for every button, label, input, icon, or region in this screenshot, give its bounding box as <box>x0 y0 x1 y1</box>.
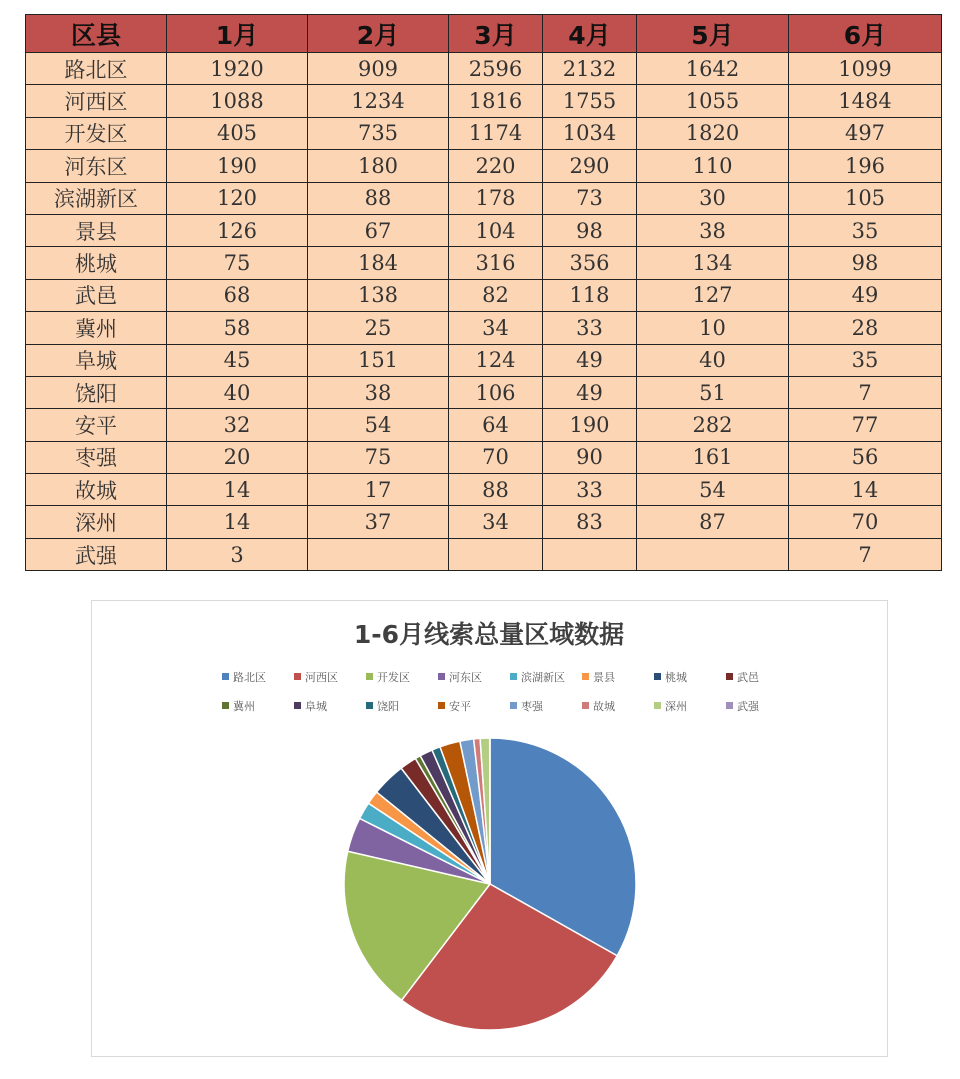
district-cell: 深州 <box>26 506 167 538</box>
district-cell: 景县 <box>26 214 167 246</box>
value-cell: 35 <box>789 214 942 246</box>
value-cell: 49 <box>543 376 637 408</box>
value-cell: 316 <box>449 247 543 279</box>
legend-label: 河西区 <box>305 671 338 684</box>
district-cell: 桃城 <box>26 247 167 279</box>
table-header-row <box>26 15 942 53</box>
legend-label: 故城 <box>593 700 615 713</box>
value-cell: 106 <box>449 376 543 408</box>
value-cell: 82 <box>449 279 543 311</box>
legend-item <box>366 670 410 684</box>
value-cell: 14 <box>167 506 308 538</box>
value-cell: 290 <box>543 150 637 182</box>
value-cell: 25 <box>308 312 449 344</box>
legend-swatch <box>438 673 445 680</box>
value-cell: 184 <box>308 247 449 279</box>
value-cell: 88 <box>449 474 543 506</box>
value-cell: 73 <box>543 182 637 214</box>
column-header: 5月 <box>637 15 789 53</box>
legend-item <box>222 671 266 684</box>
column-header: 2月 <box>308 15 449 53</box>
legend-label: 景县 <box>593 671 615 684</box>
value-cell: 138 <box>308 279 449 311</box>
value-cell: 64 <box>449 409 543 441</box>
legend-item <box>438 699 471 713</box>
value-cell: 180 <box>308 150 449 182</box>
value-cell: 1755 <box>543 85 637 117</box>
legend-item <box>294 671 338 684</box>
value-cell: 49 <box>543 344 637 376</box>
legend-item <box>582 671 615 684</box>
table-row <box>26 117 942 149</box>
legend-swatch <box>654 702 661 709</box>
value-cell: 54 <box>637 474 789 506</box>
value-cell: 356 <box>543 247 637 279</box>
legend-label: 桃城 <box>665 671 687 684</box>
value-cell: 98 <box>789 247 942 279</box>
legend-swatch <box>438 702 445 709</box>
value-cell: 1820 <box>637 117 789 149</box>
value-cell: 126 <box>167 214 308 246</box>
value-cell: 1088 <box>167 85 308 117</box>
district-cell: 路北区 <box>26 53 167 85</box>
value-cell <box>449 538 543 570</box>
value-cell: 33 <box>543 312 637 344</box>
value-cell: 77 <box>789 409 942 441</box>
district-cell: 河东区 <box>26 150 167 182</box>
table-row <box>26 474 942 506</box>
table-row <box>26 150 942 182</box>
value-cell: 67 <box>308 214 449 246</box>
value-cell: 28 <box>789 312 942 344</box>
legend-label: 冀州 <box>233 700 255 713</box>
value-cell: 35 <box>789 344 942 376</box>
table-body <box>26 53 942 571</box>
district-cell: 冀州 <box>26 312 167 344</box>
column-header: 1月 <box>167 15 308 53</box>
legend-item <box>726 699 760 713</box>
value-cell: 34 <box>449 506 543 538</box>
value-cell: 20 <box>167 441 308 473</box>
value-cell: 1920 <box>167 53 308 85</box>
value-cell: 14 <box>789 474 942 506</box>
value-cell: 151 <box>308 344 449 376</box>
value-cell: 127 <box>637 279 789 311</box>
chart-legend <box>222 670 760 713</box>
legend-swatch <box>582 702 589 709</box>
value-cell: 2132 <box>543 53 637 85</box>
legend-label: 枣强 <box>521 700 543 713</box>
legend-item <box>294 700 327 713</box>
value-cell: 497 <box>789 117 942 149</box>
table-row <box>26 214 942 246</box>
pie-chart <box>92 601 887 1056</box>
value-cell: 1816 <box>449 85 543 117</box>
value-cell: 1099 <box>789 53 942 85</box>
value-cell: 909 <box>308 53 449 85</box>
table-row <box>26 506 942 538</box>
column-header: 3月 <box>449 15 543 53</box>
value-cell: 56 <box>789 441 942 473</box>
district-cell: 故城 <box>26 474 167 506</box>
value-cell: 45 <box>167 344 308 376</box>
value-cell: 32 <box>167 409 308 441</box>
legend-swatch <box>294 702 301 709</box>
value-cell: 33 <box>543 474 637 506</box>
value-cell: 3 <box>167 538 308 570</box>
value-cell: 134 <box>637 247 789 279</box>
chart-title: 1-6月线索总量区域数据 <box>353 620 625 649</box>
value-cell: 118 <box>543 279 637 311</box>
legend-swatch <box>582 673 589 680</box>
value-cell: 51 <box>637 376 789 408</box>
value-cell: 70 <box>449 441 543 473</box>
table-row <box>26 344 942 376</box>
data-table <box>25 14 942 571</box>
legend-swatch <box>222 702 229 709</box>
value-cell: 105 <box>789 182 942 214</box>
value-cell: 282 <box>637 409 789 441</box>
value-cell: 161 <box>637 441 789 473</box>
value-cell: 98 <box>543 214 637 246</box>
value-cell: 1174 <box>449 117 543 149</box>
pie-chart-container <box>91 600 888 1057</box>
value-cell: 7 <box>789 538 942 570</box>
value-cell: 7 <box>789 376 942 408</box>
value-cell: 10 <box>637 312 789 344</box>
table-row <box>26 441 942 473</box>
value-cell: 104 <box>449 214 543 246</box>
value-cell: 58 <box>167 312 308 344</box>
legend-swatch <box>654 673 661 680</box>
value-cell: 1034 <box>543 117 637 149</box>
legend-swatch <box>726 702 733 709</box>
table-row <box>26 538 942 570</box>
column-header: 区县 <box>26 15 167 53</box>
legend-label: 开发区 <box>377 671 410 684</box>
value-cell: 87 <box>637 506 789 538</box>
district-cell: 武强 <box>26 538 167 570</box>
value-cell <box>308 538 449 570</box>
value-cell: 1055 <box>637 85 789 117</box>
legend-swatch <box>294 673 301 680</box>
legend-item <box>654 700 687 713</box>
value-cell: 75 <box>308 441 449 473</box>
legend-item <box>438 671 482 684</box>
legend-swatch <box>510 673 517 680</box>
value-cell: 14 <box>167 474 308 506</box>
value-cell: 68 <box>167 279 308 311</box>
district-cell: 开发区 <box>26 117 167 149</box>
table-row <box>26 182 942 214</box>
value-cell: 196 <box>789 150 942 182</box>
legend-swatch <box>726 673 733 680</box>
value-cell: 38 <box>637 214 789 246</box>
legend-item <box>222 699 255 713</box>
legend-swatch <box>366 673 373 680</box>
table-row <box>26 53 942 85</box>
legend-label: 阜城 <box>305 700 327 713</box>
value-cell: 178 <box>449 182 543 214</box>
district-cell: 阜城 <box>26 344 167 376</box>
value-cell: 30 <box>637 182 789 214</box>
legend-label: 路北区 <box>233 671 266 684</box>
value-cell: 735 <box>308 117 449 149</box>
legend-label: 深州 <box>665 700 687 713</box>
legend-item <box>510 699 544 713</box>
value-cell: 34 <box>449 312 543 344</box>
value-cell: 40 <box>167 376 308 408</box>
legend-swatch <box>510 702 517 709</box>
table-row <box>26 376 942 408</box>
table-row <box>26 247 942 279</box>
legend-label: 河东区 <box>449 671 482 684</box>
legend-swatch <box>366 702 373 709</box>
district-cell: 安平 <box>26 409 167 441</box>
legend-item <box>654 670 687 684</box>
value-cell: 124 <box>449 344 543 376</box>
value-cell: 70 <box>789 506 942 538</box>
value-cell: 83 <box>543 506 637 538</box>
value-cell: 54 <box>308 409 449 441</box>
district-cell: 武邑 <box>26 279 167 311</box>
legend-label: 安平 <box>449 700 471 713</box>
legend-swatch <box>222 673 229 680</box>
value-cell: 90 <box>543 441 637 473</box>
legend-label: 滨湖新区 <box>521 671 565 684</box>
value-cell: 38 <box>308 376 449 408</box>
value-cell <box>637 538 789 570</box>
district-cell: 枣强 <box>26 441 167 473</box>
legend-item <box>582 699 615 713</box>
legend-label: 饶阳 <box>377 700 399 713</box>
district-cell: 河西区 <box>26 85 167 117</box>
district-cell: 饶阳 <box>26 376 167 408</box>
value-cell: 405 <box>167 117 308 149</box>
value-cell: 40 <box>637 344 789 376</box>
value-cell: 1234 <box>308 85 449 117</box>
value-cell: 37 <box>308 506 449 538</box>
column-header: 6月 <box>789 15 942 53</box>
value-cell: 1642 <box>637 53 789 85</box>
pie-slices <box>344 738 636 1030</box>
district-cell: 滨湖新区 <box>26 182 167 214</box>
table-row <box>26 85 942 117</box>
table-row <box>26 312 942 344</box>
table-row <box>26 409 942 441</box>
value-cell: 88 <box>308 182 449 214</box>
value-cell: 120 <box>167 182 308 214</box>
legend-label: 武邑 <box>737 671 759 684</box>
legend-label: 武强 <box>737 700 759 713</box>
value-cell <box>543 538 637 570</box>
value-cell: 1484 <box>789 85 942 117</box>
table-row <box>26 279 942 311</box>
value-cell: 17 <box>308 474 449 506</box>
legend-item <box>726 670 759 684</box>
value-cell: 190 <box>543 409 637 441</box>
value-cell: 2596 <box>449 53 543 85</box>
legend-item <box>366 699 399 713</box>
value-cell: 110 <box>637 150 789 182</box>
value-cell: 75 <box>167 247 308 279</box>
value-cell: 220 <box>449 150 543 182</box>
column-header: 4月 <box>543 15 637 53</box>
value-cell: 190 <box>167 150 308 182</box>
value-cell: 49 <box>789 279 942 311</box>
legend-item <box>510 670 565 684</box>
